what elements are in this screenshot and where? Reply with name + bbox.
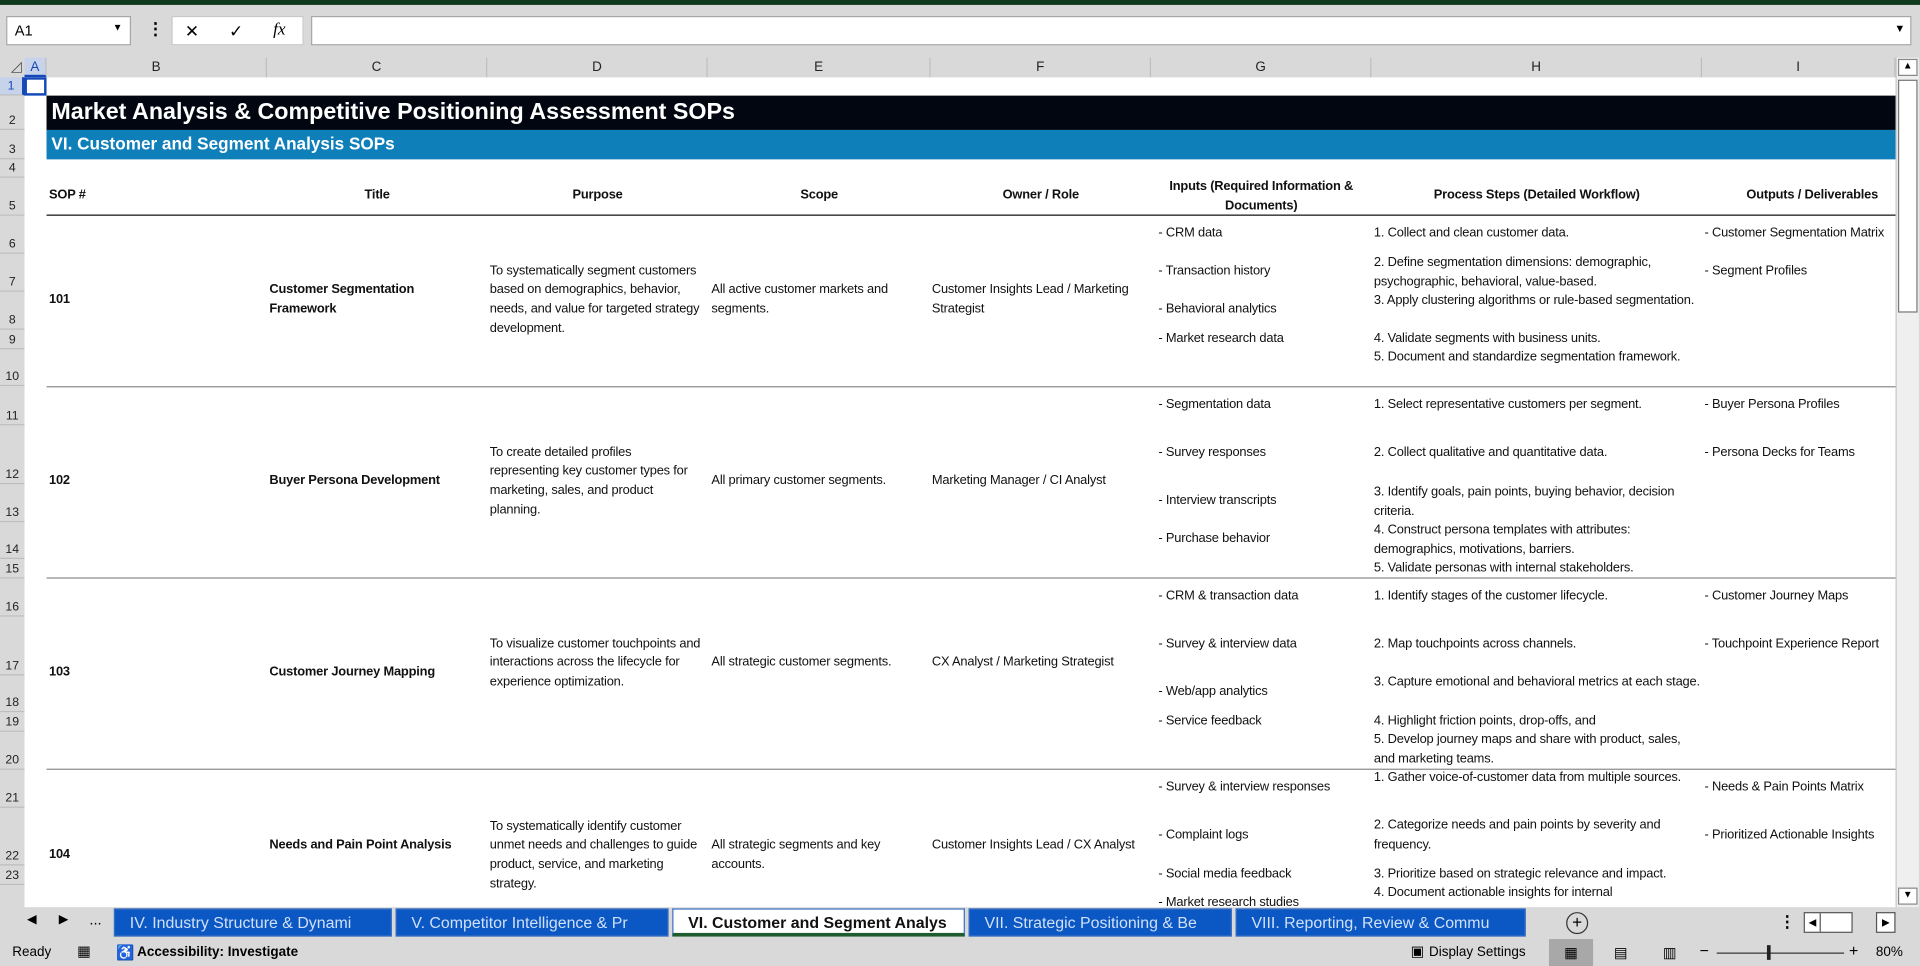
process-step: 2. Map touchpoints across channels. — [1373, 636, 1577, 651]
input-item: - Social media feedback — [1158, 866, 1292, 882]
sop-number: 103 — [48, 664, 70, 680]
row-header-3[interactable]: 3 — [0, 130, 24, 159]
input-item: - Segmentation data — [1158, 397, 1271, 412]
sop-purpose: To visualize customer touchpoints and interactions across the lifecycle for experience optimization. — [489, 635, 701, 689]
row-header-13[interactable]: 13 — [0, 484, 24, 522]
scroll-down-icon[interactable]: ▼ — [1898, 888, 1918, 905]
name-box-value: A1 — [14, 22, 33, 40]
row-header-15[interactable]: 15 — [0, 559, 24, 579]
header-purpose: Purpose — [572, 187, 623, 203]
process-step: 2. Collect qualitative and quantitative data. — [1373, 445, 1608, 460]
input-item: - Survey & interview responses — [1158, 779, 1331, 795]
select-all-button[interactable]: ◿ — [0, 58, 24, 78]
row-header-5[interactable]: 5 — [0, 178, 24, 216]
sop-number: 101 — [48, 291, 70, 307]
display-settings-icon: ▣ — [1410, 942, 1425, 960]
row-header-22[interactable]: 22 — [0, 808, 24, 866]
sop-purpose: To create detailed profiles representing key customer types for marketing, sales, and product planning. — [489, 444, 688, 517]
more-options-icon[interactable]: ⋮ — [146, 18, 165, 39]
title-bar-strip — [0, 0, 1920, 5]
column-header-i[interactable]: I — [1702, 58, 1895, 78]
more-tabs-button[interactable]: ... — [89, 910, 102, 929]
formula-buttons — [171, 16, 303, 45]
column-header-f[interactable]: F — [931, 58, 1151, 78]
process-step: 4. Highlight friction points, drop-offs, and — [1373, 713, 1596, 729]
input-item: - CRM & transaction data — [1158, 588, 1299, 604]
cancel-icon[interactable]: ✕ — [184, 20, 200, 41]
scroll-right-icon[interactable]: ▶ — [1876, 912, 1896, 933]
row-header-23[interactable]: 23 — [0, 865, 24, 885]
column-header-h[interactable]: H — [1371, 58, 1702, 78]
sop-scope: All active customer markets and segments. — [711, 282, 888, 317]
zoom-slider[interactable] — [1717, 953, 1844, 954]
input-item: - Purchase behavior — [1158, 530, 1270, 546]
process-step: 3. Identify goals, pain points, buying behavior, decision criteria. — [1373, 484, 1675, 519]
enter-icon[interactable]: ✓ — [228, 20, 244, 41]
header-scope: Scope — [800, 187, 839, 203]
sop-scope: All strategic segments and key accounts. — [711, 837, 881, 872]
process-step: 2. Categorize needs and pain points by severity and frequency. — [1373, 817, 1661, 852]
tab-scroll-right-icon[interactable]: ▶ — [58, 913, 69, 927]
output-item: - Customer Segmentation Matrix — [1704, 225, 1885, 241]
display-settings-button[interactable]: Display Settings — [1428, 945, 1526, 960]
insert-function-icon[interactable]: fx — [273, 20, 286, 40]
sheet-tab[interactable]: VII. Strategic Positioning & Be — [969, 908, 1232, 936]
row-header-12[interactable]: 12 — [0, 425, 24, 484]
row-header-8[interactable]: 8 — [0, 292, 24, 330]
column-header-g[interactable]: G — [1151, 58, 1371, 78]
header-underline — [47, 215, 1896, 216]
row-header-2[interactable]: 2 — [0, 96, 24, 130]
sop-number: 104 — [48, 847, 70, 863]
row-header-16[interactable]: 16 — [0, 579, 24, 617]
worksheet-grid[interactable] — [24, 77, 1895, 907]
row-header-17[interactable]: 17 — [0, 617, 24, 676]
process-step: 1. Identify stages of the customer lifecycle. — [1373, 588, 1608, 604]
column-header-b[interactable]: B — [47, 58, 267, 78]
zoom-in-button[interactable]: + — [1848, 941, 1859, 960]
zoom-out-button[interactable]: − — [1699, 941, 1709, 960]
sop-purpose: To systematically segment customers based on demographics, behavior, needs, and value for targeted strategy development. — [489, 263, 700, 336]
header-sop: SOP # — [48, 187, 86, 203]
sop-owner: Marketing Manager / CI Analyst — [931, 473, 1106, 489]
column-header-d[interactable]: D — [487, 58, 707, 78]
row-header-19[interactable]: 19 — [0, 712, 24, 732]
input-item: - Market research data — [1158, 330, 1284, 346]
output-item: - Customer Journey Maps — [1704, 588, 1849, 604]
input-item: - Survey & interview data — [1158, 636, 1297, 651]
row-header-24[interactable] — [0, 885, 24, 907]
row-header-9[interactable]: 9 — [0, 330, 24, 350]
sop-scope: All primary customer segments. — [711, 473, 886, 489]
horizontal-scrollbar[interactable]: ◀ — [1804, 912, 1853, 933]
sop-title: Customer Segmentation Framework — [269, 282, 415, 317]
process-step: 3. Capture emotional and behavioral metrics at each stage. — [1373, 674, 1700, 689]
input-item: - Interview transcripts — [1158, 492, 1277, 508]
status-bar — [0, 939, 1920, 966]
input-item: - Market research studies — [1158, 894, 1299, 908]
output-item: - Touchpoint Experience Report — [1704, 636, 1879, 651]
row-header-20[interactable]: 20 — [0, 732, 24, 770]
column-header-e[interactable]: E — [708, 58, 931, 78]
process-step: 4. Construct persona templates with attributes: demographics, motivations, barriers. — [1373, 522, 1631, 557]
sop-title: Needs and Pain Point Analysis — [269, 837, 452, 853]
row-header-1[interactable]: 1 — [0, 77, 24, 95]
sop-purpose: To systematically identify customer unmet needs and challenges to guide product, service, and marketing strategy. — [489, 818, 698, 891]
output-item: - Prioritized Actionable Insights — [1704, 827, 1875, 843]
process-step: 1. Select representative customers per segment. — [1373, 397, 1642, 412]
active-cell-a1[interactable] — [24, 77, 46, 95]
vertical-scroll-thumb[interactable] — [1898, 80, 1918, 313]
sop-owner: CX Analyst / Marketing Strategist — [931, 655, 1114, 670]
process-step: 4. Validate segments with business units. — [1373, 330, 1601, 346]
process-step: 1. Collect and clean customer data. — [1373, 225, 1570, 241]
column-header-a[interactable]: A — [24, 58, 46, 78]
header-steps: Process Steps (Detailed Workflow) — [1433, 187, 1640, 203]
input-item: - Survey responses — [1158, 445, 1266, 460]
process-step: 1. Gather voice-of-customer data from multiple sources. — [1373, 769, 1682, 785]
sop-owner: Customer Insights Lead / CX Analyst — [931, 837, 1135, 853]
tab-split-handle[interactable]: ⋮ — [1779, 912, 1796, 931]
section-subtitle: VI. Customer and Segment Analysis SOPs — [47, 130, 1896, 159]
process-step: 3. Apply clustering algorithms or rule-based segmentation. — [1373, 292, 1695, 308]
header-outputs: Outputs / Deliverables — [1746, 187, 1879, 203]
sop-title: Customer Journey Mapping — [269, 664, 436, 680]
output-item: - Needs & Pain Points Matrix — [1704, 779, 1864, 795]
sheet-title: Market Analysis & Competitive Positioning Assessment SOPs — [47, 96, 1896, 130]
header-inputs: Inputs (Required Information & Documents) — [1169, 178, 1354, 213]
sop-owner: Customer Insights Lead / Marketing Strategist — [931, 282, 1129, 317]
input-item: - CRM data — [1158, 225, 1223, 241]
name-box[interactable] — [6, 16, 131, 45]
output-item: - Buyer Persona Profiles — [1704, 397, 1840, 412]
sheet-tab[interactable]: VI. Customer and Segment Analys — [672, 908, 965, 936]
sop-number: 102 — [48, 473, 70, 489]
process-step: 5. Validate personas with internal stakeholders. — [1373, 560, 1634, 575]
scroll-up-icon[interactable]: ▲ — [1898, 59, 1918, 76]
sop-scope: All strategic customer segments. — [711, 655, 892, 670]
add-sheet-button[interactable]: + — [1566, 912, 1588, 934]
input-item: - Transaction history — [1158, 263, 1271, 279]
output-item: - Segment Profiles — [1704, 263, 1807, 279]
header-title: Title — [364, 187, 390, 203]
zoom-slider-thumb[interactable] — [1767, 945, 1771, 960]
sheet-tab[interactable]: IV. Industry Structure & Dynami — [114, 908, 392, 936]
row-header-10[interactable]: 10 — [0, 349, 24, 386]
sop-title: Buyer Persona Development — [269, 473, 440, 489]
page-layout-view-icon[interactable]: ▤ — [1613, 943, 1628, 962]
tab-scroll-left-icon[interactable]: ◀ — [26, 913, 37, 927]
accessibility-status[interactable]: Accessibility: Investigate — [137, 945, 299, 960]
status-ready: Ready — [12, 945, 52, 960]
zoom-level[interactable]: 80% — [1875, 945, 1903, 960]
row-header-18[interactable]: 18 — [0, 675, 24, 712]
input-item: - Web/app analytics — [1158, 684, 1268, 699]
header-owner: Owner / Role — [1002, 187, 1080, 203]
macro-recording-icon[interactable]: ▦ — [77, 942, 92, 960]
row-header-4[interactable]: 4 — [0, 159, 24, 177]
formula-input[interactable] — [311, 16, 1911, 45]
row-header-21[interactable]: 21 — [0, 770, 24, 808]
normal-view-icon[interactable]: ▦ — [1549, 939, 1593, 966]
sheet-tab[interactable]: VIII. Reporting, Review & Commu — [1236, 908, 1526, 936]
process-step: 3. Prioritize based on strategic relevance and impact. — [1373, 866, 1667, 882]
output-item: - Persona Decks for Teams — [1704, 445, 1855, 460]
sheet-tab[interactable]: V. Competitor Intelligence & Pr — [396, 908, 669, 936]
input-item: - Behavioral analytics — [1158, 301, 1277, 317]
process-step: 5. Document and standardize segmentation framework. — [1373, 349, 1681, 365]
row-divider — [47, 386, 1896, 387]
process-step: 2. Define segmentation dimensions: demographic, psychographic, behavioral, value-based. — [1373, 254, 1652, 289]
row-header-11[interactable]: 11 — [0, 386, 24, 425]
vertical-scrollbar[interactable] — [1896, 58, 1919, 908]
row-header-14[interactable]: 14 — [0, 522, 24, 559]
input-item: - Service feedback — [1158, 713, 1262, 729]
process-step: 4. Document actionable insights for internal — [1373, 885, 1613, 900]
row-header-6[interactable]: 6 — [0, 216, 24, 254]
accessibility-icon: ♿ — [116, 943, 135, 962]
process-step: 5. Develop journey maps and share with product, sales, and marketing teams. — [1373, 731, 1681, 766]
row-header-7[interactable]: 7 — [0, 254, 24, 292]
input-item: - Complaint logs — [1158, 827, 1249, 843]
chevron-down-icon[interactable]: ▼ — [112, 22, 123, 34]
column-header-c[interactable]: C — [267, 58, 487, 78]
page-break-view-icon[interactable]: ▥ — [1662, 943, 1677, 962]
expand-formula-icon[interactable]: ▼ — [1894, 22, 1906, 35]
